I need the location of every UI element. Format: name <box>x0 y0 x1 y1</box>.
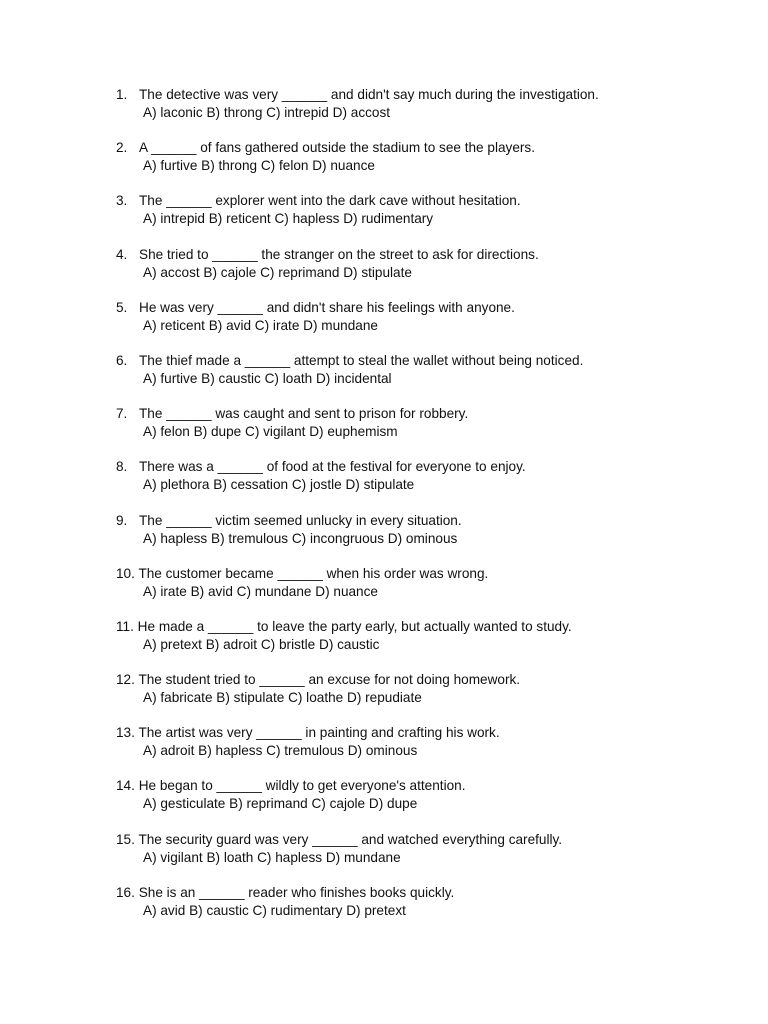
question-item <box>116 777 736 830</box>
question-item <box>116 139 736 192</box>
question-number: 6. <box>116 352 128 368</box>
answer-options: A) fabricate B) stipulate C) loathe D) repudiate <box>143 690 422 706</box>
question-number: 8. <box>116 459 128 475</box>
question-number: 5. <box>116 299 128 315</box>
question-item <box>116 299 736 352</box>
question-number: 15. <box>116 831 135 847</box>
question-number: 4. <box>116 246 128 262</box>
question-number: 14. <box>116 778 135 794</box>
question-text: The thief made a ______ attempt to steal the wallet without being noticed. <box>139 352 584 368</box>
question-number: 13. <box>116 725 135 741</box>
question-text: The ______ was caught and sent to prison for robbery. <box>139 406 469 422</box>
question-text-with-number <box>116 884 454 902</box>
question-number: 7. <box>116 406 128 422</box>
answer-options: A) furtive B) caustic C) loath D) incidental <box>143 370 392 386</box>
answer-options: A) reticent B) avid C) irate D) mundane <box>143 317 378 333</box>
question-item <box>116 352 736 405</box>
answer-options: A) felon B) dupe C) vigilant D) euphemism <box>143 424 398 440</box>
question-text-with-number <box>116 618 572 636</box>
question-item <box>116 246 736 299</box>
answer-options: A) accost B) cajole C) reprimand D) stipulate <box>143 264 412 280</box>
question-text: There was a ______ of food at the festival for everyone to enjoy. <box>139 459 526 475</box>
question-text: The student tried to ______ an excuse for not doing homework. <box>138 672 521 688</box>
question-number: 11. <box>116 618 134 634</box>
question-text: She is an ______ reader who finishes books quickly. <box>138 884 455 900</box>
question-number: 10. <box>116 565 135 581</box>
question-text: She tried to ______ the stranger on the street to ask for directions. <box>139 246 539 262</box>
question-text: The ______ explorer went into the dark cave without hesitation. <box>139 193 521 209</box>
question-text-with-number <box>116 777 466 795</box>
question-text-with-number <box>116 831 562 849</box>
answer-options: A) gesticulate B) reprimand C) cajole D) dupe <box>143 796 418 812</box>
question-list <box>116 86 736 937</box>
answer-options: A) intrepid B) reticent C) hapless D) rudimentary <box>143 211 434 227</box>
answer-options: A) plethora B) cessation C) jostle D) stipulate <box>143 477 415 493</box>
question-item <box>116 884 736 937</box>
question-text-with-number <box>116 724 500 742</box>
answer-options: A) irate B) avid C) mundane D) nuance <box>143 583 378 599</box>
question-item <box>116 512 736 565</box>
question-text-with-number <box>116 565 488 583</box>
answer-options: A) vigilant B) loath C) hapless D) mundane <box>143 849 401 865</box>
question-text: The artist was very ______ in painting and crafting his work. <box>138 725 500 741</box>
question-item <box>116 724 736 777</box>
question-text-with-number <box>116 671 520 689</box>
question-item <box>116 618 736 671</box>
question-number: 16. <box>116 884 135 900</box>
answer-options: A) pretext B) adroit C) bristle D) caustic <box>143 636 380 652</box>
question-text: The customer became ______ when his order was wrong. <box>138 565 489 581</box>
question-number: 1. <box>116 87 128 102</box>
question-item <box>116 192 736 245</box>
question-number: 2. <box>116 140 128 156</box>
question-text: A ______ of fans gathered outside the stadium to see the players. <box>139 140 535 156</box>
question-item <box>116 565 736 618</box>
answer-options: A) furtive B) throng C) felon D) nuance <box>143 158 375 174</box>
question-text: He made a ______ to leave the party early, but actually wanted to study. <box>137 618 572 634</box>
question-text: The detective was very ______ and didn't say much during the investigation. <box>139 87 599 102</box>
question-item <box>116 405 736 458</box>
answer-options: A) adroit B) hapless C) tremulous D) ominous <box>143 743 418 759</box>
question-number: 9. <box>116 512 128 528</box>
answer-options: A) avid B) caustic C) rudimentary D) pretext <box>143 902 406 918</box>
question-item <box>116 458 736 511</box>
question-number: 3. <box>116 193 128 209</box>
answer-options: A) hapless B) tremulous C) incongruous D) ominous <box>143 530 458 546</box>
question-text: The security guard was very ______ and watched everything carefully. <box>138 831 563 847</box>
question-text: He began to ______ wildly to get everyone's attention. <box>138 778 466 794</box>
question-text: The ______ victim seemed unlucky in every situation. <box>139 512 462 528</box>
question-item <box>116 831 736 884</box>
question-item <box>116 86 736 139</box>
question-number: 12. <box>116 672 135 688</box>
question-text: He was very ______ and didn't share his feelings with anyone. <box>139 299 515 315</box>
question-item <box>116 671 736 724</box>
answer-options: A) laconic B) throng C) intrepid D) accost <box>143 105 391 120</box>
